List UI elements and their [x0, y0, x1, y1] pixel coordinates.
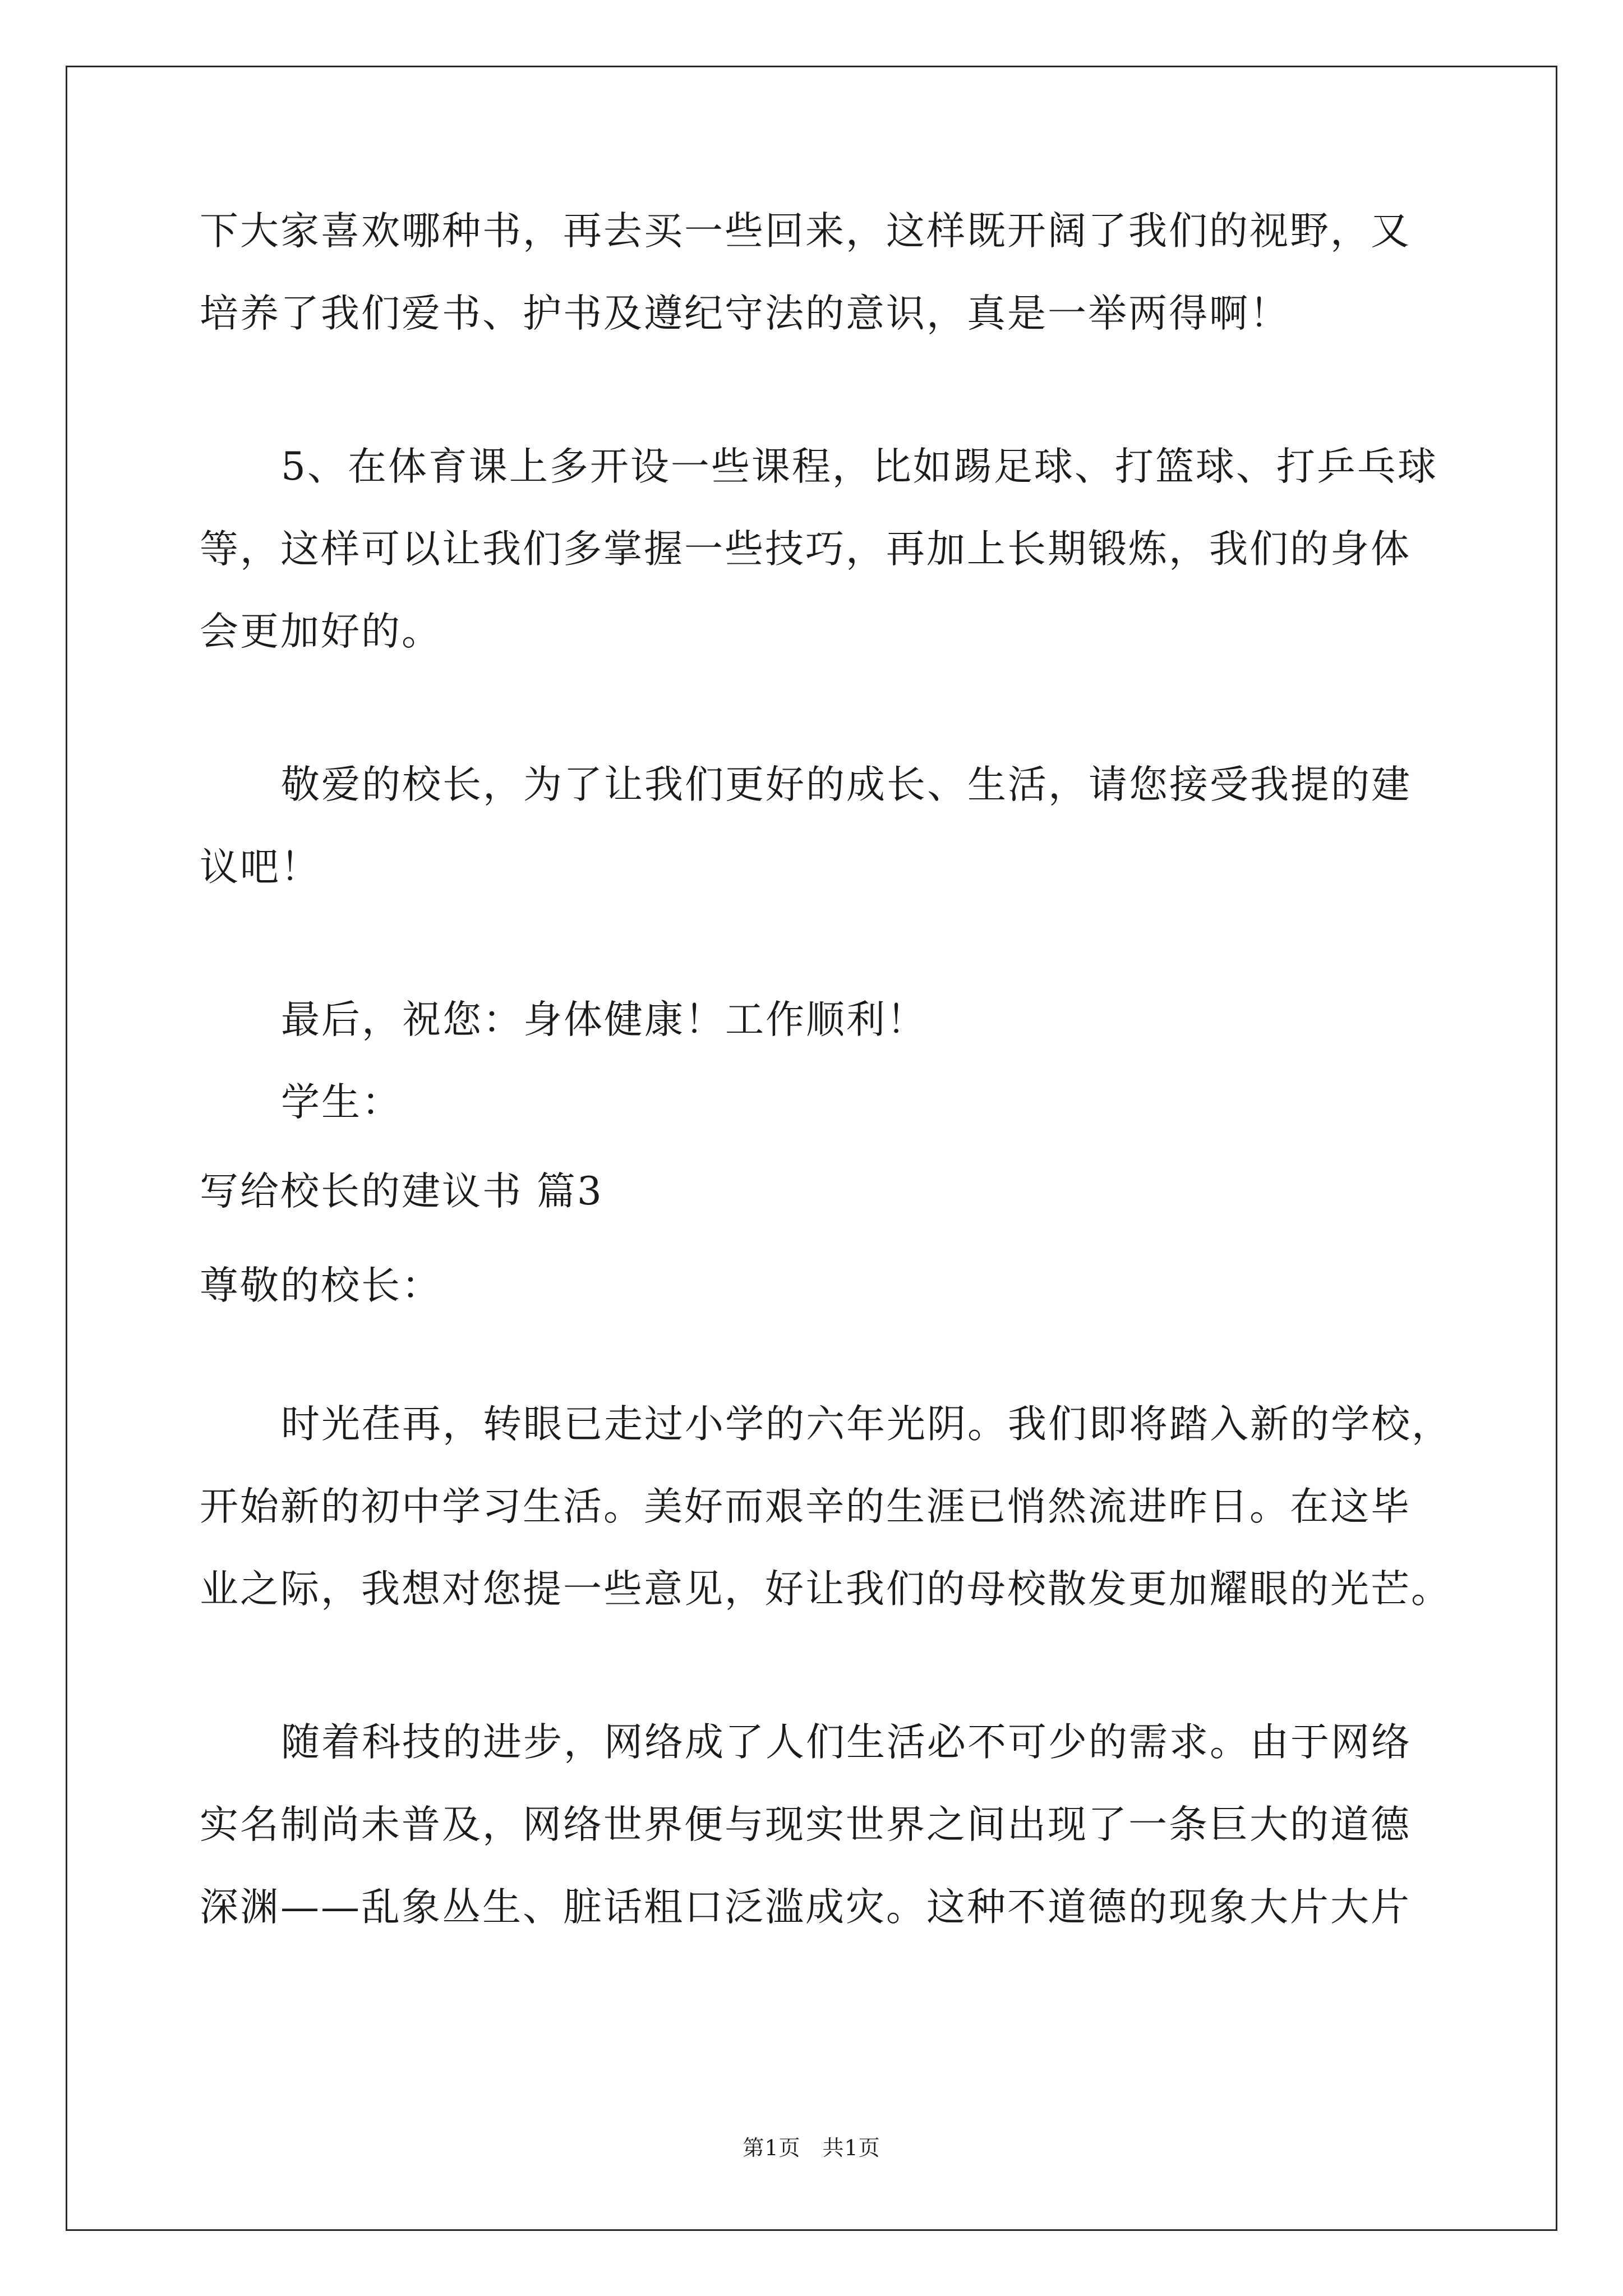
text-line: 实名制尚未普及，网络世界便与现实世界之间出现了一条巨大的道德: [200, 1802, 1411, 1847]
text-line: 5、在体育课上多开设一些课程，比如踢足球、打篮球、打乒乓球: [281, 444, 1438, 489]
text-line: 最后，祝您：身体健康！工作顺利！: [281, 997, 927, 1042]
salutation: 尊敬的校长：: [200, 1263, 442, 1308]
text-line: 开始新的初中学习生活。美好而艰辛的生涯已悄然流进昨日。在这毕: [200, 1484, 1411, 1529]
text-line: 培养了我们爱书、护书及遵纪守法的意识，真是一举两得啊！: [200, 291, 1290, 336]
text-line: 等，这样可以让我们多掌握一些技巧，再加上长期锻炼，我们的身体: [200, 527, 1411, 572]
text-line: 敬爱的校长，为了让我们更好的成长、生活，请您接受我提的建: [281, 762, 1412, 807]
text-line: 学生：: [281, 1080, 402, 1125]
text-line: 随着科技的进步，网络成了人们生活必不可少的需求。由于网络: [281, 1720, 1412, 1765]
section-heading: 写给校长的建议书 篇3: [200, 1169, 603, 1214]
text-line: 深渊——乱象丛生、脏话粗口泛滥成灾。这种不道德的现象大片大片: [200, 1885, 1411, 1930]
text-line: 时光荏再，转眼已走过小学的六年光阴。我们即将踏入新的学校，: [281, 1402, 1452, 1447]
text-line: 业之际，我想对您提一些意见，好让我们的母校散发更加耀眼的光芒。: [200, 1567, 1451, 1612]
text-line: 议吧！: [200, 845, 321, 890]
page-number: 第1页 共1页: [743, 2136, 880, 2160]
text-line: 会更加好的。: [200, 609, 442, 654]
text-line: 下大家喜欢哪种书，再去买一些回来，这样既开阔了我们的视野，又: [200, 209, 1411, 254]
